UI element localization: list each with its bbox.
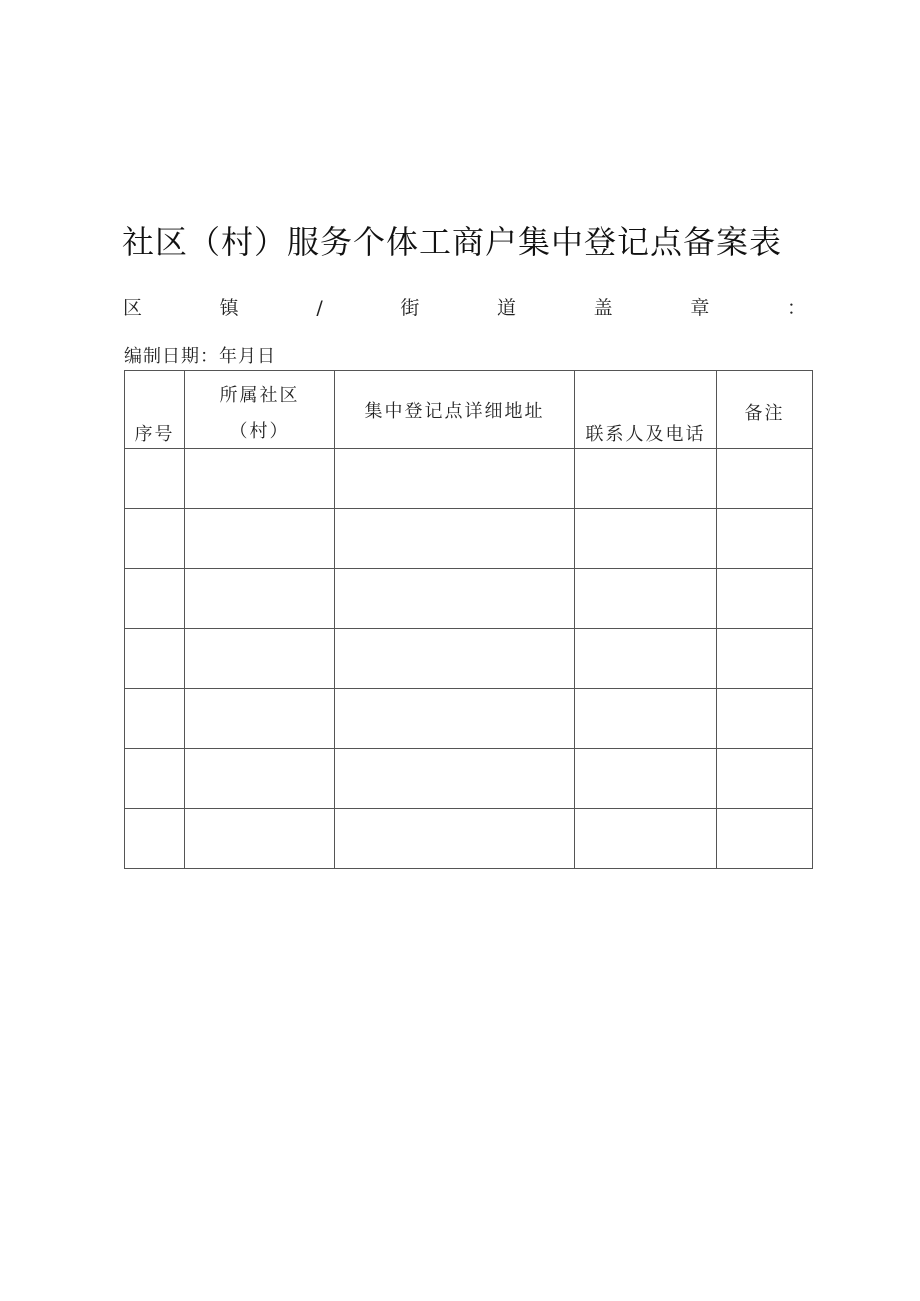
date-day: 日 [257,346,276,367]
stamp-line [123,294,806,322]
header-community [185,371,335,449]
table-row [125,749,813,809]
cell-community[interactable] [185,689,335,749]
cell-note[interactable] [717,509,813,569]
date-year: 年 [219,346,238,367]
cell-contact[interactable] [575,749,717,809]
cell-contact[interactable] [575,449,717,509]
cell-seq[interactable] [125,809,185,869]
stamp-char: 道 [497,297,517,319]
cell-note[interactable] [717,449,813,509]
stamp-char: 区 [123,297,143,319]
cell-community[interactable] [185,749,335,809]
stamp-char: 街 [400,297,420,319]
stamp-char: ： [786,297,806,319]
header-community-line2: （村） [229,421,290,442]
table-header-row [125,371,813,449]
header-seq: 序号 [125,371,185,449]
cell-community[interactable] [185,449,335,509]
table-row [125,509,813,569]
record-table [124,370,813,869]
cell-community[interactable] [185,629,335,689]
date-month: 月 [238,346,257,367]
cell-address[interactable] [335,689,575,749]
cell-address[interactable] [335,509,575,569]
cell-contact[interactable] [575,689,717,749]
table-row [125,689,813,749]
cell-community[interactable] [185,569,335,629]
cell-address[interactable] [335,449,575,509]
cell-seq[interactable] [125,629,185,689]
cell-note[interactable] [717,569,813,629]
stamp-char: 镇 [219,297,239,319]
table-row [125,569,813,629]
cell-seq[interactable] [125,569,185,629]
cell-address[interactable] [335,749,575,809]
header-note: 备注 [717,371,813,449]
date-line [124,344,276,370]
cell-contact[interactable] [575,809,717,869]
stamp-char: / [316,297,323,319]
cell-note[interactable] [717,749,813,809]
stamp-char: 章 [690,297,710,319]
cell-note[interactable] [717,689,813,749]
cell-community[interactable] [185,809,335,869]
date-label: 编制日期： [124,346,219,367]
cell-contact[interactable] [575,509,717,569]
table-row [125,809,813,869]
table-row [125,449,813,509]
cell-address[interactable] [335,809,575,869]
cell-contact[interactable] [575,629,717,689]
cell-seq[interactable] [125,509,185,569]
document-title: 社区（村）服务个体工商户集中登记点备案表 [122,223,783,261]
table-row [125,629,813,689]
cell-address[interactable] [335,629,575,689]
stamp-char: 盖 [593,297,613,319]
header-community-line1: 所属社区 [219,385,300,406]
cell-address[interactable] [335,569,575,629]
cell-seq[interactable] [125,689,185,749]
header-address: 集中登记点详细地址 [335,371,575,449]
cell-seq[interactable] [125,749,185,809]
cell-community[interactable] [185,509,335,569]
cell-note[interactable] [717,809,813,869]
cell-contact[interactable] [575,569,717,629]
header-contact: 联系人及电话 [575,371,717,449]
cell-note[interactable] [717,629,813,689]
cell-seq[interactable] [125,449,185,509]
